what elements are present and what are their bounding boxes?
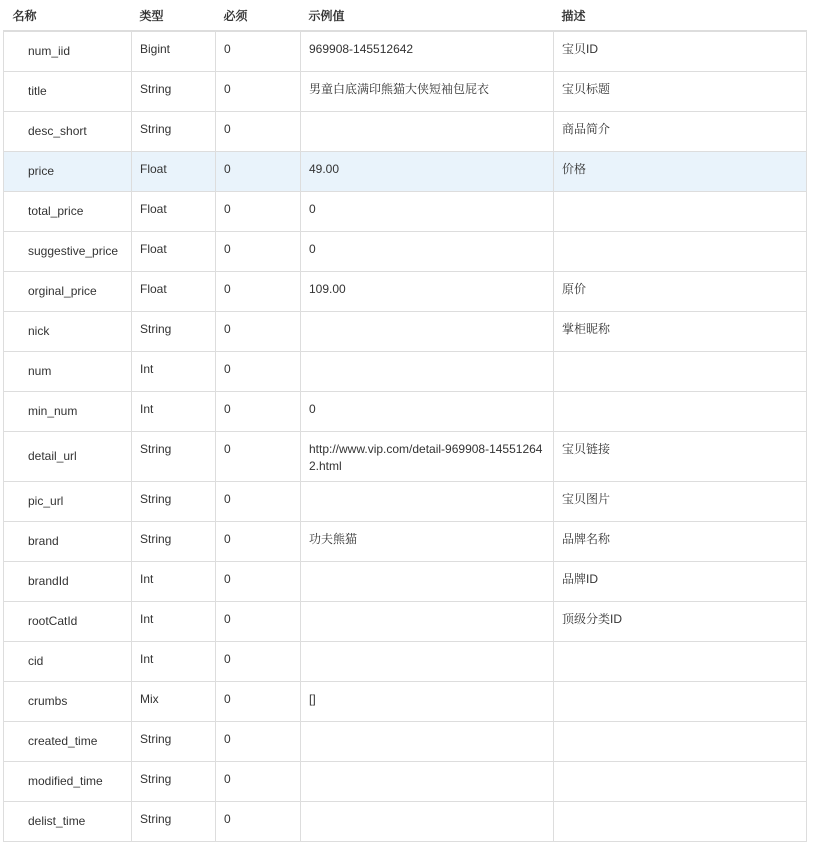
cell-required: 0	[216, 352, 301, 392]
cell-description	[554, 232, 807, 272]
cell-example: 男童白底满印熊猫大侠短袖包屁衣	[301, 72, 554, 112]
table-row	[4, 192, 807, 232]
cell-type: String	[132, 762, 216, 802]
cell-name: title	[4, 72, 132, 112]
cell-example: []	[301, 682, 554, 722]
cell-name: cid	[4, 642, 132, 682]
cell-type: Int	[132, 352, 216, 392]
cell-example: 0	[301, 192, 554, 232]
cell-type: Float	[132, 272, 216, 312]
cell-name: rootCatId	[4, 602, 132, 642]
cell-description: 宝贝ID	[554, 31, 807, 72]
cell-description	[554, 722, 807, 762]
cell-description: 价格	[554, 152, 807, 192]
cell-description: 原价	[554, 272, 807, 312]
cell-example	[301, 602, 554, 642]
cell-example	[301, 722, 554, 762]
table-row	[4, 762, 807, 802]
cell-type: String	[132, 432, 216, 482]
table-row	[4, 152, 807, 192]
header-description: 描述	[554, 0, 807, 31]
cell-required: 0	[216, 392, 301, 432]
cell-type: String	[132, 482, 216, 522]
cell-example: 969908-145512642	[301, 31, 554, 72]
cell-name: desc_short	[4, 112, 132, 152]
cell-description	[554, 392, 807, 432]
table-row	[4, 482, 807, 522]
cell-example	[301, 642, 554, 682]
cell-type: Bigint	[132, 31, 216, 72]
table-row	[4, 272, 807, 312]
cell-name: min_num	[4, 392, 132, 432]
table-row	[4, 802, 807, 842]
cell-example: 49.00	[301, 152, 554, 192]
cell-required: 0	[216, 722, 301, 762]
cell-type: Int	[132, 642, 216, 682]
api-fields-table	[3, 0, 807, 842]
table-row	[4, 722, 807, 762]
table-row	[4, 392, 807, 432]
cell-type: String	[132, 312, 216, 352]
cell-description	[554, 802, 807, 842]
table-row	[4, 642, 807, 682]
cell-required: 0	[216, 522, 301, 562]
table-row	[4, 232, 807, 272]
cell-description	[554, 642, 807, 682]
cell-name: pic_url	[4, 482, 132, 522]
cell-name: price	[4, 152, 132, 192]
table-row	[4, 72, 807, 112]
table-header-row	[4, 0, 807, 31]
cell-name: brand	[4, 522, 132, 562]
cell-required: 0	[216, 482, 301, 522]
cell-description: 品牌ID	[554, 562, 807, 602]
cell-description	[554, 192, 807, 232]
cell-required: 0	[216, 432, 301, 482]
cell-type: String	[132, 802, 216, 842]
cell-example: 109.00	[301, 272, 554, 312]
cell-required: 0	[216, 31, 301, 72]
cell-required: 0	[216, 312, 301, 352]
cell-required: 0	[216, 682, 301, 722]
table-row	[4, 602, 807, 642]
cell-name: crumbs	[4, 682, 132, 722]
cell-required: 0	[216, 602, 301, 642]
cell-name: num_iid	[4, 31, 132, 72]
header-required: 必须	[216, 0, 301, 31]
cell-required: 0	[216, 192, 301, 232]
cell-type: Float	[132, 232, 216, 272]
cell-example	[301, 762, 554, 802]
cell-description: 品牌名称	[554, 522, 807, 562]
cell-required: 0	[216, 642, 301, 682]
table-row	[4, 112, 807, 152]
table-row	[4, 432, 807, 482]
cell-required: 0	[216, 232, 301, 272]
cell-type: Float	[132, 152, 216, 192]
cell-description: 宝贝图片	[554, 482, 807, 522]
cell-description: 顶级分类ID	[554, 602, 807, 642]
cell-name: suggestive_price	[4, 232, 132, 272]
cell-required: 0	[216, 112, 301, 152]
cell-required: 0	[216, 72, 301, 112]
cell-example	[301, 352, 554, 392]
cell-name: total_price	[4, 192, 132, 232]
table-row	[4, 312, 807, 352]
table-row	[4, 562, 807, 602]
cell-example	[301, 482, 554, 522]
cell-example: http://www.vip.com/detail-969908-145512642.html	[301, 432, 554, 482]
cell-name: orginal_price	[4, 272, 132, 312]
cell-required: 0	[216, 762, 301, 802]
cell-name: detail_url	[4, 432, 132, 482]
table-row	[4, 31, 807, 72]
cell-name: brandId	[4, 562, 132, 602]
cell-required: 0	[216, 272, 301, 312]
cell-type: Int	[132, 602, 216, 642]
cell-name: created_time	[4, 722, 132, 762]
header-name: 名称	[4, 0, 132, 31]
cell-type: String	[132, 722, 216, 762]
table-row	[4, 352, 807, 392]
cell-name: num	[4, 352, 132, 392]
header-example: 示例值	[301, 0, 554, 31]
cell-description	[554, 682, 807, 722]
cell-required: 0	[216, 802, 301, 842]
cell-type: String	[132, 72, 216, 112]
cell-type: String	[132, 522, 216, 562]
cell-description	[554, 762, 807, 802]
cell-description: 宝贝链接	[554, 432, 807, 482]
cell-description	[554, 352, 807, 392]
cell-type: Int	[132, 392, 216, 432]
cell-type: Int	[132, 562, 216, 602]
cell-example	[301, 562, 554, 602]
cell-description: 掌柜昵称	[554, 312, 807, 352]
cell-type: Float	[132, 192, 216, 232]
cell-description: 宝贝标题	[554, 72, 807, 112]
cell-example: 0	[301, 392, 554, 432]
cell-required: 0	[216, 152, 301, 192]
cell-name: delist_time	[4, 802, 132, 842]
cell-name: modified_time	[4, 762, 132, 802]
table-row	[4, 682, 807, 722]
cell-description: 商品简介	[554, 112, 807, 152]
header-type: 类型	[132, 0, 216, 31]
cell-example	[301, 312, 554, 352]
cell-example: 0	[301, 232, 554, 272]
cell-name: nick	[4, 312, 132, 352]
cell-example: 功夫熊猫	[301, 522, 554, 562]
cell-type: Mix	[132, 682, 216, 722]
cell-type: String	[132, 112, 216, 152]
cell-required: 0	[216, 562, 301, 602]
cell-example	[301, 802, 554, 842]
cell-example	[301, 112, 554, 152]
table-row	[4, 522, 807, 562]
